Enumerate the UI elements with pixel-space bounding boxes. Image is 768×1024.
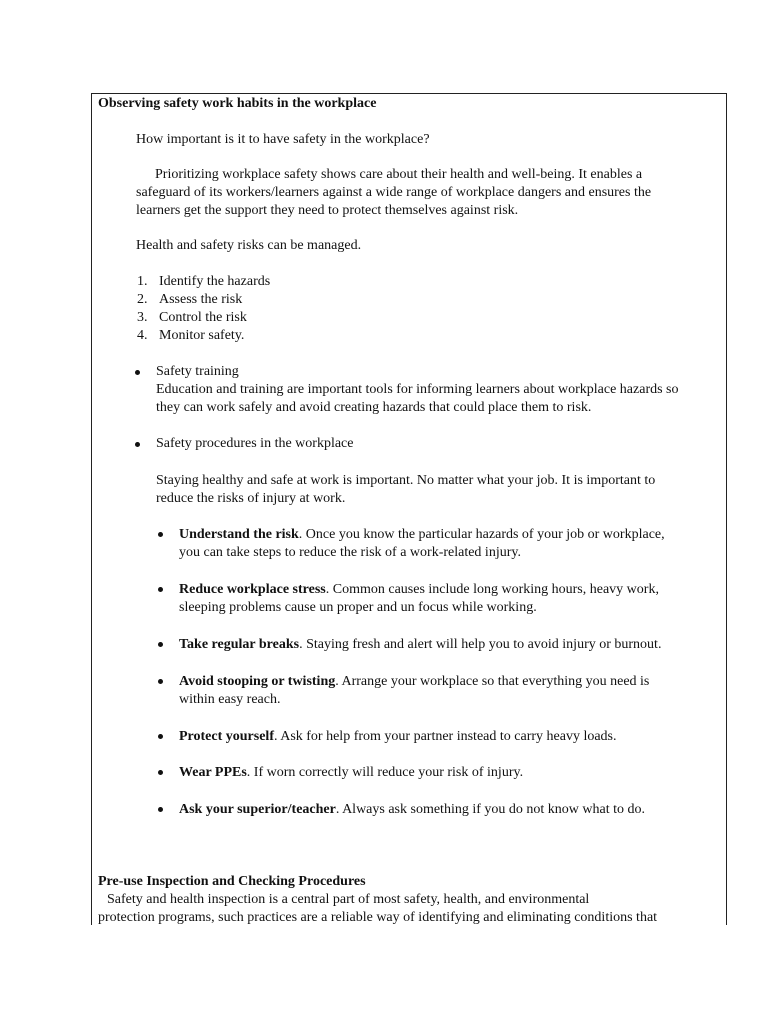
step-number: 2. xyxy=(137,292,148,307)
tip-line xyxy=(179,673,649,691)
step-text: Identify the hazards xyxy=(159,274,271,289)
tip-title: Avoid stooping or twisting xyxy=(179,674,336,689)
step-number: 3. xyxy=(137,310,148,325)
tip-title: Wear PPEs xyxy=(179,765,247,780)
bullet-icon xyxy=(135,370,140,375)
tip-title: Reduce workplace stress xyxy=(179,582,326,597)
step-number: 1. xyxy=(137,274,148,289)
procedures-line-1: Staying healthy and safe at work is important. No matter what your job. It is important to xyxy=(156,473,656,488)
bullet-icon xyxy=(158,679,163,684)
bullet-icon xyxy=(158,807,163,812)
bullet-icon xyxy=(158,770,163,775)
bullet-icon xyxy=(135,442,140,447)
training-line-1: Education and training are important tools for informing learners about workplace hazards so xyxy=(156,382,679,397)
procedures-line-2: reduce the risks of injury at work. xyxy=(156,491,346,506)
step-text: Monitor safety. xyxy=(159,328,245,343)
tip-text: . Common causes include long working hours, heavy work, xyxy=(325,582,659,597)
tip-line-continued: within easy reach. xyxy=(179,692,281,707)
section2-line-1: Safety and health inspection is a central part of most safety, health, and environmental xyxy=(107,892,590,907)
tip-title: Ask your superior/teacher xyxy=(179,802,336,817)
tip-text: . Always ask something if you do not know what to do. xyxy=(335,802,645,817)
section2-title: Pre-use Inspection and Checking Procedures xyxy=(98,874,366,889)
tip-title: Take regular breaks xyxy=(179,637,300,652)
section2-line-2: protection programs, such practices are a reliable way of identifying and eliminating conditions that xyxy=(98,910,658,925)
tip-title: Understand the risk xyxy=(179,527,299,542)
tip-text: . Arrange your workplace so that everything you need is xyxy=(335,674,650,689)
tip-line xyxy=(179,581,659,599)
tip-text: . Staying fresh and alert will help you to avoid injury or burnout. xyxy=(299,637,662,652)
manage-text: Health and safety risks can be managed. xyxy=(136,238,362,253)
intro-line-1: Prioritizing workplace safety shows care about their health and well-being. It enables a xyxy=(155,167,643,182)
intro-line-2: safeguard of its workers/learners against a wide range of workplace dangers and ensures the xyxy=(136,185,652,200)
bullet-icon xyxy=(158,734,163,739)
document-box xyxy=(91,93,727,925)
tip-text: . If worn correctly will reduce your risk of injury. xyxy=(246,765,524,780)
step-number: 4. xyxy=(137,328,148,343)
training-label: Safety training xyxy=(156,364,239,379)
question-text: How important is it to have safety in the workplace? xyxy=(136,132,430,147)
bullet-icon xyxy=(158,587,163,592)
tip-line xyxy=(179,728,617,746)
tip-title: Protect yourself xyxy=(179,729,274,744)
tip-text: . Once you know the particular hazards of your job or workplace, xyxy=(298,527,665,542)
intro-line-3: learners get the support they need to protect themselves against risk. xyxy=(136,203,519,218)
bullet-icon xyxy=(158,642,163,647)
tip-line xyxy=(179,526,665,544)
procedures-label: Safety procedures in the workplace xyxy=(156,436,354,451)
tip-line xyxy=(179,764,523,782)
step-text: Control the risk xyxy=(159,310,247,325)
section-title: Observing safety work habits in the workplace xyxy=(98,96,377,111)
step-text: Assess the risk xyxy=(159,292,243,307)
bullet-icon xyxy=(158,532,163,537)
training-line-2: they can work safely and avoid creating hazards that could place them to risk. xyxy=(156,400,592,415)
tip-line xyxy=(179,801,645,819)
tip-line xyxy=(179,636,661,654)
tip-text: . Ask for help from your partner instead to carry heavy loads. xyxy=(273,729,617,744)
tip-line-continued: sleeping problems cause un proper and un focus while working. xyxy=(179,600,537,615)
tip-line-continued: you can take steps to reduce the risk of a work-related injury. xyxy=(179,545,521,560)
